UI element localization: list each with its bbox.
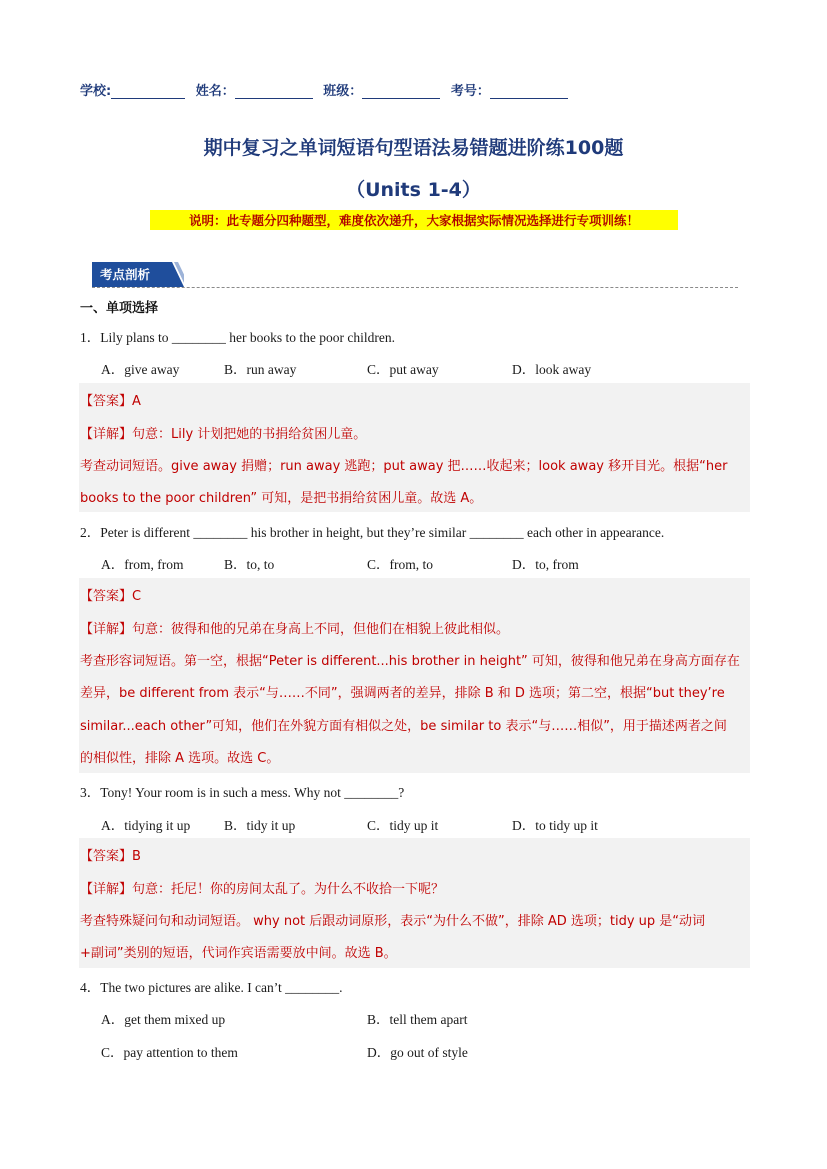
explanation-line: 差异，be different from 表示“与……不同”，强调两者的差异，排除 B 和 D 选项；第二空，根据“but they’re: [80, 686, 725, 701]
section-tab-label: 考点剖析: [100, 267, 151, 282]
option-c: C．put away: [367, 362, 439, 377]
explanation-line: 【详解】句意：彼得和他的兄弟在身高上不同，但他们在相貌上彼此相似。: [80, 622, 510, 637]
instruction-note: 说明：此专题分四种题型，难度依次递升，大家根据实际情况选择进行专项训练！: [150, 210, 678, 230]
option-b: B．to, to: [224, 557, 275, 572]
explanation-line: +副词”类别的短语，代词作宾语需要放中间。故选 B。: [80, 946, 397, 961]
answer-line: 【答案】B: [80, 849, 141, 864]
question-stem: 1．Lily plans to ________ her books to the poor children.: [80, 330, 395, 345]
question-stem: 4．The two pictures are alike. I can’t ________.: [80, 980, 343, 995]
option-b: B．run away: [224, 362, 297, 377]
option-a: A．from, from: [101, 557, 184, 572]
option-c: C．from, to: [367, 557, 433, 572]
name-blank[interactable]: [235, 84, 313, 99]
question-stem: 2．Peter is different ________ his brother in height, but they’re similar ________ each other in appearance.: [80, 525, 665, 540]
question-stem: 3．Tony! Your room is in such a mess. Why not ________?: [80, 785, 405, 800]
explanation-line: 【详解】句意：Lily 计划把她的书捐给贫困儿童。: [80, 427, 367, 442]
answer-line: 【答案】A: [80, 394, 141, 409]
class-blank[interactable]: [362, 84, 440, 99]
number-label: 考号：: [450, 84, 490, 99]
explanation-line: 考查特殊疑问句和动词短语。 why not 后跟动词原形，表示“为什么不做”，排除 AD 选项；tidy up 是“动词: [80, 914, 706, 929]
explanation-line: books to the poor children” 可知，是把书捐给贫困儿童。故选 A。: [80, 491, 483, 506]
answer-box: [79, 578, 750, 773]
explanation-line: 【详解】句意：托尼！你的房间太乱了。为什么不收拾一下呢？: [80, 882, 445, 897]
section-divider: [92, 287, 738, 288]
class-label: 班级：: [323, 84, 363, 99]
option-a: A．tidying it up: [101, 818, 191, 833]
section-title: 一、单项选择: [80, 301, 159, 316]
page-subtitle: （Units 1-4）: [346, 179, 481, 201]
name-label: 姓名：: [195, 84, 235, 99]
answer-line: 【答案】C: [80, 589, 142, 604]
option-d: D．to, from: [512, 557, 579, 572]
school-label: 学校:: [80, 84, 112, 99]
option-d: D．go out of style: [367, 1045, 468, 1060]
option-d: D．to tidy up it: [512, 818, 598, 833]
school-blank[interactable]: [111, 84, 185, 99]
option-a: A．get them mixed up: [101, 1012, 226, 1027]
number-blank[interactable]: [490, 84, 568, 99]
option-d: D．look away: [512, 362, 592, 377]
explanation-line: 考查动词短语。give away 捐赠；run away 逃跑；put away 把……收起来；look away 移开目光。根据“her: [80, 459, 728, 474]
option-c: C．tidy up it: [367, 818, 439, 833]
student-info-header: [80, 80, 574, 99]
option-c: C．pay attention to them: [101, 1045, 238, 1060]
option-b: B．tidy it up: [224, 818, 296, 833]
explanation-line: similar...each other”可知，他们在外貌方面有相似之处，be similar to 表示“与……相似”，用于描述两者之间: [80, 719, 727, 734]
option-a: A．give away: [101, 362, 180, 377]
option-b: B．tell them apart: [367, 1012, 468, 1027]
explanation-line: 的相似性，排除 A 选项。故选 C。: [80, 751, 280, 766]
explanation-line: 考查形容词短语。第一空，根据“Peter is different...his brother in height” 可知，彼得和他兄弟在身高方面存在: [80, 654, 740, 669]
page-title: 期中复习之单词短语句型语法易错题进阶练100题: [203, 137, 624, 159]
